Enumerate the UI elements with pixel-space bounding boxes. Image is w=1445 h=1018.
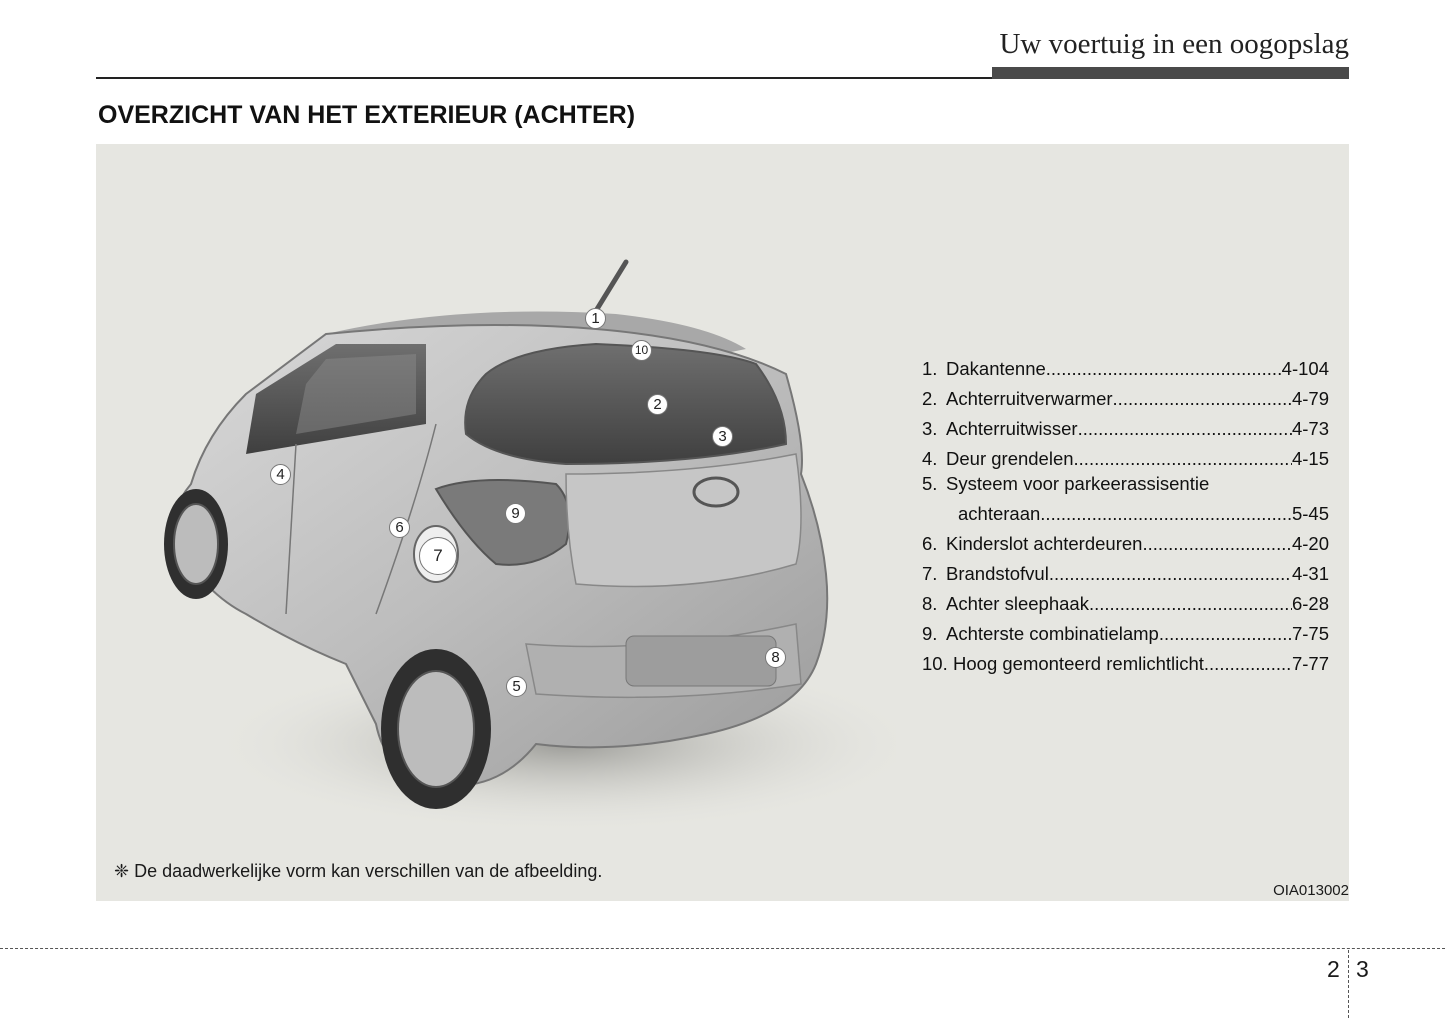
legend-label: Achter sleephaak bbox=[946, 593, 1089, 614]
legend-label: Achterste combinatielamp bbox=[946, 623, 1159, 644]
legend-item bbox=[922, 615, 1329, 645]
figure-code: OIA013002 bbox=[1273, 882, 1349, 899]
legend-label-continued: achteraan bbox=[958, 503, 1041, 524]
header-bar bbox=[992, 67, 1349, 79]
legend-page-ref: 6-28 bbox=[1291, 593, 1329, 614]
legend-leader-dots bbox=[1074, 448, 1292, 470]
legend-number: 6. bbox=[922, 533, 938, 554]
callout-5: 5 bbox=[506, 676, 527, 697]
legend-item bbox=[922, 525, 1329, 555]
legend-page-ref: 5-45 bbox=[1291, 503, 1329, 524]
legend-leader-dots bbox=[1049, 563, 1292, 585]
callout-10: 10 bbox=[631, 340, 652, 361]
legend-number: 7. bbox=[922, 563, 938, 584]
legend-leader-dots bbox=[1078, 418, 1292, 440]
figure-panel bbox=[96, 144, 1349, 901]
legend-page-ref: 4-31 bbox=[1291, 563, 1329, 584]
legend-label: Achterruitverwarmer bbox=[946, 388, 1113, 409]
legend-leader-dots bbox=[1046, 358, 1282, 380]
legend-leader-dots bbox=[1159, 623, 1292, 645]
car-rear-illustration bbox=[96, 144, 896, 844]
figure-disclaimer-note: ❈ De daadwerkelijke vorm kan verschillen van de afbeelding. bbox=[114, 861, 603, 881]
legend-page-ref: 4-104 bbox=[1281, 358, 1329, 379]
legend-page-ref: 7-75 bbox=[1291, 623, 1329, 644]
legend-page-ref: 4-20 bbox=[1291, 533, 1329, 554]
legend-item bbox=[922, 410, 1329, 440]
legend-number: 1. bbox=[922, 358, 938, 379]
legend-number: 4. bbox=[922, 448, 938, 469]
legend-label: Brandstofvul bbox=[946, 563, 1049, 584]
legend-item bbox=[922, 585, 1329, 615]
callout-2: 2 bbox=[647, 394, 668, 415]
callout-9: 9 bbox=[505, 503, 526, 524]
footer-dashed-divider bbox=[1348, 950, 1349, 1018]
legend-number: 8. bbox=[922, 593, 938, 614]
page-section-number: 2 bbox=[1327, 956, 1340, 982]
chapter-header-title: Uw voertuig in een oogopslag bbox=[999, 28, 1349, 60]
callout-1: 1 bbox=[585, 308, 606, 329]
legend-number: 5. bbox=[922, 473, 938, 494]
legend-leader-dots bbox=[1113, 388, 1292, 410]
footer-dashed-rule bbox=[0, 948, 1445, 949]
page-number: 3 bbox=[1356, 956, 1369, 982]
parts-legend bbox=[922, 350, 1329, 675]
callout-3: 3 bbox=[712, 426, 733, 447]
legend-page-ref: 4-73 bbox=[1291, 418, 1329, 439]
legend-label: Dakantenne bbox=[946, 358, 1046, 379]
callout-6: 6 bbox=[389, 517, 410, 538]
legend-item bbox=[922, 470, 1329, 525]
legend-number: 2. bbox=[922, 388, 938, 409]
legend-label: Hoog gemonteerd remlichtlicht bbox=[953, 653, 1204, 674]
legend-item bbox=[922, 440, 1329, 470]
legend-page-ref: 4-15 bbox=[1291, 448, 1329, 469]
legend-number: 3. bbox=[922, 418, 938, 439]
legend-label: Kinderslot achterdeuren bbox=[946, 533, 1143, 554]
callout-8: 8 bbox=[765, 647, 786, 668]
legend-item bbox=[922, 350, 1329, 380]
legend-page-ref: 4-79 bbox=[1291, 388, 1329, 409]
legend-leader-dots bbox=[1142, 533, 1292, 555]
legend-number: 10. bbox=[922, 653, 948, 674]
legend-leader-dots bbox=[1040, 503, 1292, 525]
legend-page-ref: 7-77 bbox=[1291, 653, 1329, 674]
legend-label: Achterruitwisser bbox=[946, 418, 1078, 439]
callout-7: 7 bbox=[419, 537, 457, 575]
legend-number: 9. bbox=[922, 623, 938, 644]
legend-label: Systeem voor parkeerassisentie bbox=[946, 473, 1210, 494]
legend-item bbox=[922, 555, 1329, 585]
section-title: OVERZICHT VAN HET EXTERIEUR (ACHTER) bbox=[98, 101, 636, 129]
legend-item bbox=[922, 380, 1329, 410]
legend-leader-dots bbox=[1089, 593, 1292, 615]
legend-item bbox=[922, 645, 1329, 675]
callout-4: 4 bbox=[270, 464, 291, 485]
legend-label: Deur grendelen bbox=[946, 448, 1074, 469]
legend-leader-dots bbox=[1204, 653, 1292, 675]
